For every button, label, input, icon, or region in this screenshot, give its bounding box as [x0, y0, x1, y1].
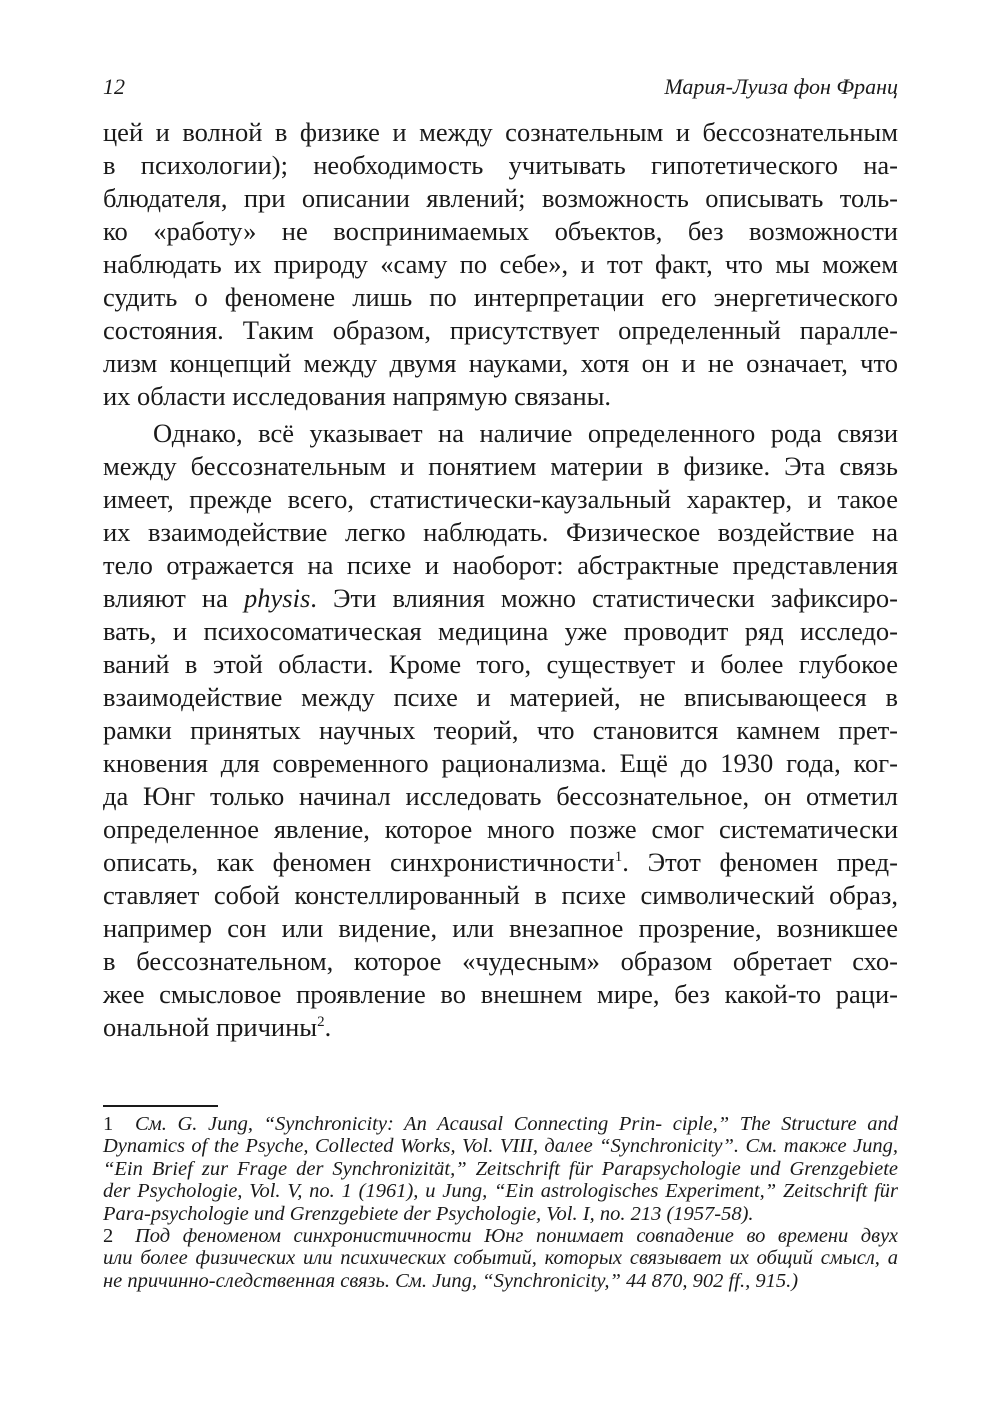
text-run: . Этот феномен пред- — [622, 847, 898, 877]
italic-term: physis — [244, 583, 311, 613]
text-line: ваний в этой области. Кроме того, существует и более глубокое — [103, 649, 898, 679]
text-line: например сон или видение, или внезапное прозрение, возникшее — [103, 913, 898, 943]
text-run: См. G. Jung, “Synchronicity: An Acausal Connecting Prin- ciple,” The Structure and — [135, 1113, 898, 1135]
text-line: кновения для современного рационализма. Ещё до 1930 года, ког- — [103, 748, 898, 778]
text-line: определенное явление, которое много позже смог систематически — [103, 814, 898, 844]
footnote-number: 2 — [103, 1225, 114, 1248]
footnote-ref[interactable]: 1 — [614, 849, 623, 865]
footnote-line: или более физических или психических событий, которых связывает их общий смысл, а — [103, 1247, 898, 1270]
text-line: цей и волной в физике и между сознательным и бессознательным — [103, 117, 898, 147]
text-line: взаимодействие между психе и материей, не вписывающееся в — [103, 682, 898, 712]
footnote-line: не причинно-следственная связь. См. Jung, “Synchronicity,” 44 870, 902 ff., 915.) — [103, 1269, 799, 1292]
text-line: блюдателя, при описании явлений; возможность описывать толь- — [103, 183, 898, 213]
text-line — [103, 1011, 898, 1044]
footnote-line — [103, 1113, 898, 1135]
text-line: их взаимодействие легко наблюдать. Физическое воздействие на — [103, 517, 898, 547]
text-line: лизм концепций между двумя науками, хотя он и не означает, что — [103, 348, 898, 378]
footnote-line: Dynamics of the Psyche, Collected Works, Vol. VIII, далее “Synchronicity”. См. также Jung, — [103, 1135, 898, 1158]
text-line: Однако, всё указывает на наличие определенного рода связи — [153, 418, 898, 448]
text-run: описать, как феномен синхронистичности — [103, 847, 615, 877]
text-line: тело отражается на психе и наоборот: абстрактные представления — [103, 550, 898, 580]
footnote-line: der Psychologie, Vol. V, no. 1 (1961), и Jung, “Ein astrologisches Experiment,” Zeitschrift für — [103, 1180, 898, 1203]
text-run: . — [324, 1012, 332, 1042]
footnote-divider — [103, 1105, 218, 1107]
text-line: в бессознательном, которое «чудесным» образом обретает схо- — [103, 946, 898, 976]
body-text — [103, 116, 898, 1044]
footnote-ref[interactable]: 2 — [317, 1014, 325, 1030]
text-run: . Эти влияния можно статистически зафиксиро- — [310, 583, 898, 613]
text-line: вать, и психосоматическая медицина уже проводит ряд исследо- — [103, 616, 898, 646]
footnote-number: 1 — [103, 1113, 114, 1135]
text-line: состояния. Таким образом, присутствует определенный паралле- — [103, 315, 898, 345]
text-run: влияют на — [103, 583, 245, 613]
text-line: рамки принятых научных теорий, что становится камнем прет- — [103, 715, 898, 745]
text-line: судить о феномене лишь по интерпретации его энергетического — [103, 282, 898, 312]
text-run: Под феноменом синхронистичности Юнг понимает совпадение во времени двух — [135, 1225, 898, 1248]
footnote-line: “Ein Brief zur Frage der Synchronizität,” Zeitschrift für Parapsychologie und Grenzgebiete — [103, 1157, 898, 1180]
text-line: ко «работу» не воспринимаемых объектов, без возможности — [103, 216, 898, 246]
text-line: да Юнг только начинал исследовать бессознательное, он отметил — [103, 781, 898, 811]
text-line: в психологии); необходимость учитывать гипотетического на- — [103, 150, 898, 180]
footnote-line: Para-psychologie und Grenzgebiete der Psychologie, Vol. I, no. 213 (1957-58). — [103, 1202, 754, 1225]
running-head: Мария-Луиза фон Франц — [664, 74, 898, 99]
text-line: имеет, прежде всего, статистически-каузальный характер, и такое — [103, 484, 898, 514]
text-line — [103, 582, 898, 615]
text-line: их области исследования напрямую связаны. — [103, 381, 612, 411]
text-line: жее смысловое проявление во внешнем мире, без какой-то раци- — [103, 979, 898, 1009]
text-run: ональной причины — [103, 1012, 318, 1042]
footnote-line — [103, 1225, 898, 1247]
text-line: ставляет собой констеллированный в психе символический образ, — [103, 880, 898, 910]
page-number: 12 — [103, 74, 125, 99]
footnotes — [103, 1113, 898, 1292]
text-line — [103, 846, 898, 879]
text-line: наблюдать их природу «саму по себе», и тот факт, что мы можем — [103, 249, 898, 279]
text-line: между бессознательным и понятием материи в физике. Эта связь — [103, 451, 898, 481]
